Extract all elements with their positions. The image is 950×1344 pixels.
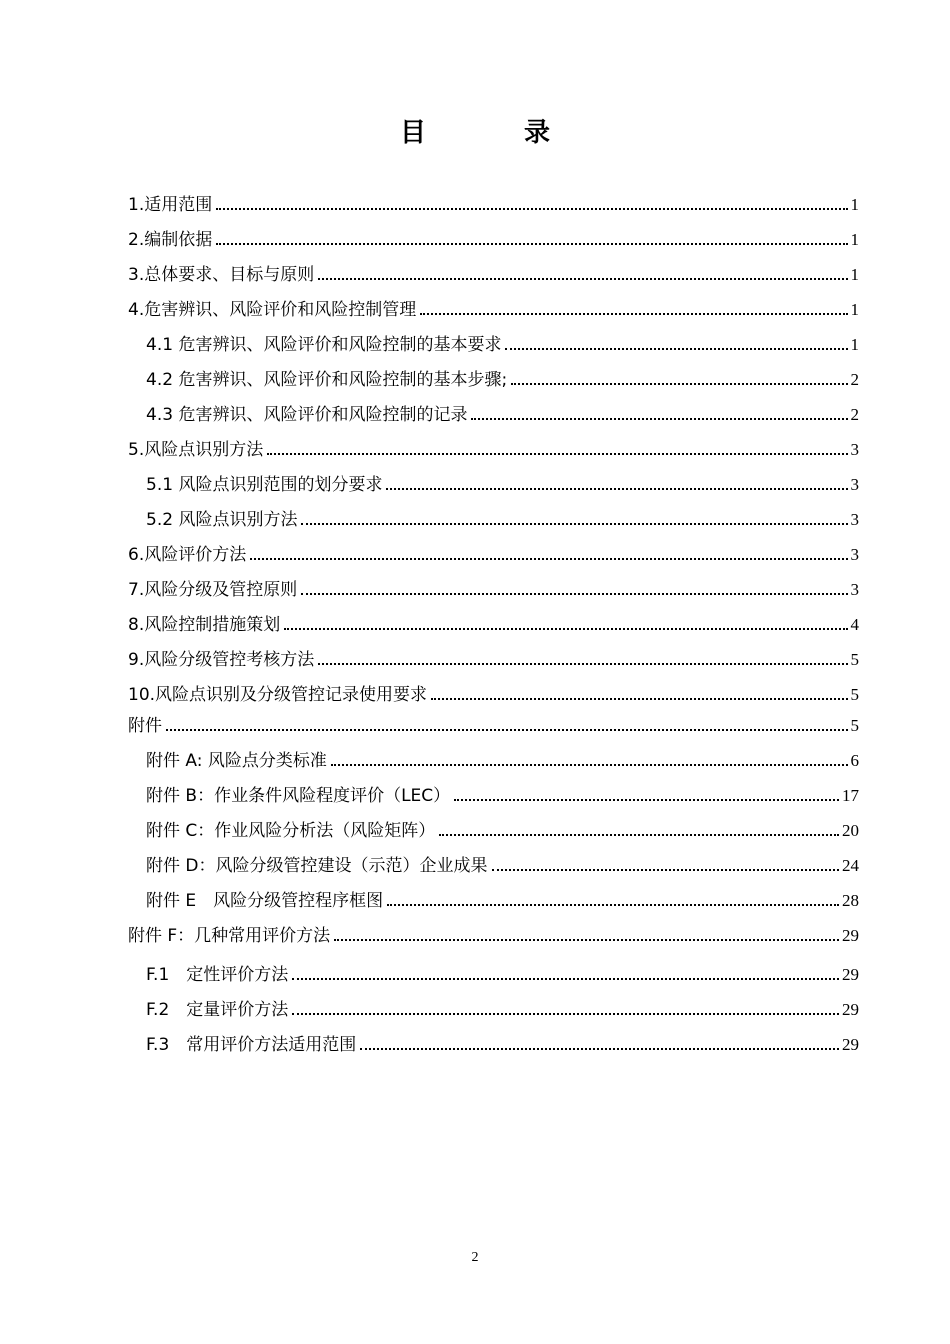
toc-entry-page: 24 [842,856,859,875]
toc-entry-page: 1 [850,335,859,354]
dot-leader [505,347,847,350]
dot-leader [331,763,848,766]
toc-entry-label: 附件 B：作业条件风险程度评价（LEC） [146,786,451,806]
toc-entry[interactable] [128,291,859,321]
toc-subentry[interactable] [146,956,859,986]
toc-entry-page: 3 [850,545,859,564]
toc-entry-label: 4.2 危害辨识、风险评价和风险控制的基本步骤; [146,370,508,390]
toc-entry-page: 20 [842,821,859,840]
toc-entry-label: 4.危害辨识、风险评价和风险控制管理 [128,300,417,320]
toc-entry-label: 2.编制依据 [128,230,213,250]
toc-entry-page: 1 [850,265,859,284]
dot-leader [292,1012,839,1015]
toc-entry[interactable] [128,571,859,601]
dot-leader [492,868,840,871]
toc-subentry[interactable] [146,466,859,496]
toc-entry-page: 5 [850,685,859,704]
dot-leader [292,977,839,980]
dot-leader [439,833,839,836]
toc-entry[interactable] [128,917,859,947]
dot-leader [318,277,847,280]
dot-leader [216,242,847,245]
toc-entry-label: 7.风险分级及管控原则 [128,580,298,600]
dot-leader [420,312,847,315]
toc-entry-label: 附件 C：作业风险分析法（风险矩阵） [146,821,436,841]
dot-leader [301,522,847,525]
toc-entry[interactable] [128,707,859,737]
toc-entry-page: 29 [842,965,859,984]
toc-entry[interactable] [128,431,859,461]
toc-entry-page: 6 [850,751,859,770]
dot-leader [454,798,839,801]
toc-entry-label: 6.风险评价方法 [128,545,247,565]
toc-entry[interactable] [128,676,859,706]
toc-subentry[interactable] [146,882,859,912]
toc-subentry[interactable] [146,777,859,807]
dot-leader [386,487,847,490]
dot-leader [471,417,847,420]
toc-entry[interactable] [128,606,859,636]
toc-entry-page: 29 [842,1035,859,1054]
toc-entry-label: 附件 F：几种常用评价方法 [128,926,331,946]
dot-leader [250,557,847,560]
toc-entry[interactable] [128,536,859,566]
toc-entry-label: 3.总体要求、目标与原则 [128,265,315,285]
toc-entry-label: 5.风险点识别方法 [128,440,264,460]
dot-leader [431,697,847,700]
toc-subentry[interactable] [146,396,859,426]
toc-entry-label: F.2 定量评价方法 [146,1000,289,1020]
toc-entry-label: 附件 [128,716,162,736]
toc-entry-page: 28 [842,891,859,910]
toc-entry[interactable] [128,641,859,671]
toc-entry-page: 29 [842,926,859,945]
toc-subentry[interactable] [146,812,859,842]
dot-leader [511,382,847,385]
toc-entry-page: 5 [850,716,859,735]
toc-entry-label: 5.1 风险点识别范围的划分要求 [146,475,383,495]
toc-subentry[interactable] [146,326,859,356]
toc-entry[interactable] [128,221,859,251]
toc-entry-page: 3 [850,475,859,494]
dot-leader [387,903,839,906]
dot-leader [334,938,839,941]
toc-entry-label: 8.风险控制措施策划 [128,615,281,635]
toc-entry-page: 2 [850,405,859,424]
dot-leader [216,207,847,210]
toc-subentry[interactable] [146,991,859,1021]
toc-entry-page: 1 [850,300,859,319]
toc-entry-page: 2 [850,370,859,389]
dot-leader [318,662,847,665]
toc-subentry[interactable] [146,361,859,391]
toc-subentry[interactable] [146,847,859,877]
toc-subentry[interactable] [146,742,859,772]
toc-entry-page: 3 [850,510,859,529]
toc-entry-page: 1 [850,230,859,249]
toc-entry-label: 10.风险点识别及分级管控记录使用要求 [128,685,428,705]
dot-leader [360,1047,839,1050]
toc-subentry[interactable] [146,1026,859,1056]
toc-entry[interactable] [128,186,859,216]
dot-leader [284,627,847,630]
toc-entry-label: 9.风险分级管控考核方法 [128,650,315,670]
toc-entry-label: 附件 E 风险分级管控程序框图 [146,891,384,911]
toc-subentry[interactable] [146,501,859,531]
toc-entry-page: 3 [850,580,859,599]
toc-entry-page: 17 [842,786,859,805]
toc-entry-page: 1 [850,195,859,214]
dot-leader [301,592,847,595]
toc-entry-label: 附件 D：风险分级管控建设（示范）企业成果 [146,856,488,876]
toc-entry-label: 1.适用范围 [128,195,213,215]
toc-entry-label: 4.1 危害辨识、风险评价和风险控制的基本要求 [146,335,502,355]
toc-entry-label: 4.3 危害辨识、风险评价和风险控制的记录 [146,405,468,425]
toc-entry-page: 5 [850,650,859,669]
toc-entry-label: F.1 定性评价方法 [146,965,289,985]
toc-entry-label: 附件 A: 风险点分类标准 [146,751,327,771]
toc-entry-page: 4 [850,615,859,634]
page-number: 2 [471,1250,479,1265]
toc-entry-label: 5.2 风险点识别方法 [146,510,298,530]
page-title: 目 录 [399,118,586,148]
dot-leader [267,452,847,455]
toc-entry-page: 29 [842,1000,859,1019]
dot-leader [166,728,848,731]
toc-entry[interactable] [128,256,859,286]
toc-entry-page: 3 [850,440,859,459]
toc-entry-label: F.3 常用评价方法适用范围 [146,1035,357,1055]
